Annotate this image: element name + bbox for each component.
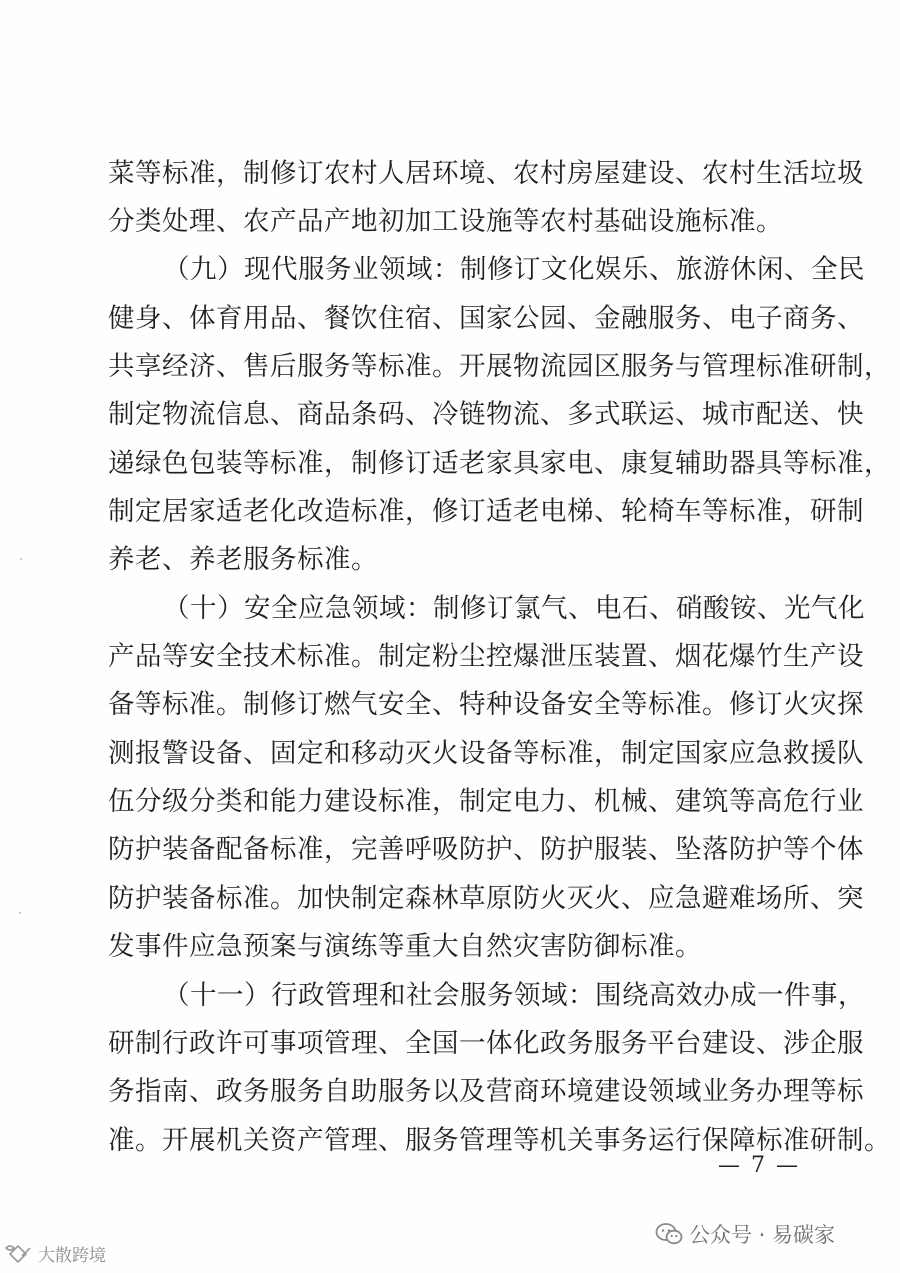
text-line: 发事件应急预案与演练等重大自然灾害防御标准。: [108, 931, 702, 962]
text-line: 健身、体育用品、餐饮住宿、国家公园、金融服务、电子商务、: [108, 303, 864, 334]
text-line: 递绿色包装等标准，制修订适老家具家电、康复辅助器具等标准，: [108, 448, 891, 479]
text-line: 备等标准。制修订燃气安全、特种设备安全等标准。修订火灾探: [108, 689, 864, 720]
text-line: 产品等安全技术标准。制定粉尘控爆泄压装置、烟花爆竹生产设: [108, 641, 864, 672]
text-line: 菜等标准，制修订农村人居环境、农村房屋建设、农村生活垃圾: [108, 158, 864, 189]
brand-watermark: [4, 1240, 106, 1266]
text-line: 准。开展机关资产管理、服务管理等机关事务运行保障标准研制。: [108, 1125, 891, 1156]
wechat-watermark: [655, 1219, 835, 1249]
brand-label: 大散跨境: [38, 1245, 106, 1266]
text-line: 研制行政许可事项管理、全国一体化政务服务平台建设、涉企服: [108, 1028, 864, 1059]
scan-speck: [20, 558, 22, 560]
text-line: 务指南、政务服务自助服务以及营商环境建设领域业务办理等标: [108, 1076, 864, 1107]
text-line: 伍分级分类和能力建设标准，制定电力、机械、建筑等高危行业: [108, 786, 864, 817]
wechat-account-label: 公众号 · 易碳家: [689, 1223, 836, 1247]
text-line: 养老、养老服务标准。: [108, 544, 378, 575]
page-number: — 7 —: [718, 1153, 800, 1178]
brand-logo-icon: [4, 1242, 34, 1264]
text-line: 分类处理、农产品产地初加工设施等农村基础设施标准。: [108, 206, 783, 237]
text-line: 共享经济、售后服务等标准。开展物流园区服务与管理标准研制，: [108, 351, 891, 382]
text-line: 制定居家适老化改造标准，修订适老电梯、轮椅车等标准，研制: [108, 496, 864, 527]
wechat-icon: [655, 1222, 683, 1246]
section-heading-line: （十一）行政管理和社会服务领域：围绕高效办成一件事，: [163, 980, 865, 1011]
section-heading-line: （九）现代服务业领域：制修订文化娱乐、旅游休闲、全民: [163, 254, 865, 285]
text-line: 防护装备标准。加快制定森林草原防火灭火、应急避难场所、突: [108, 883, 864, 914]
text-line: 防护装备配备标准，完善呼吸防护、防护服装、坠落防护等个体: [108, 834, 864, 865]
scan-speck: [19, 912, 21, 914]
text-line: 测报警设备、固定和移动灭火设备等标准，制定国家应急救援队: [108, 738, 864, 769]
section-heading-line: （十）安全应急领域：制修订氯气、电石、硝酸铵、光气化: [163, 593, 865, 624]
text-line: 制定物流信息、商品条码、冷链物流、多式联运、城市配送、快: [108, 399, 864, 430]
